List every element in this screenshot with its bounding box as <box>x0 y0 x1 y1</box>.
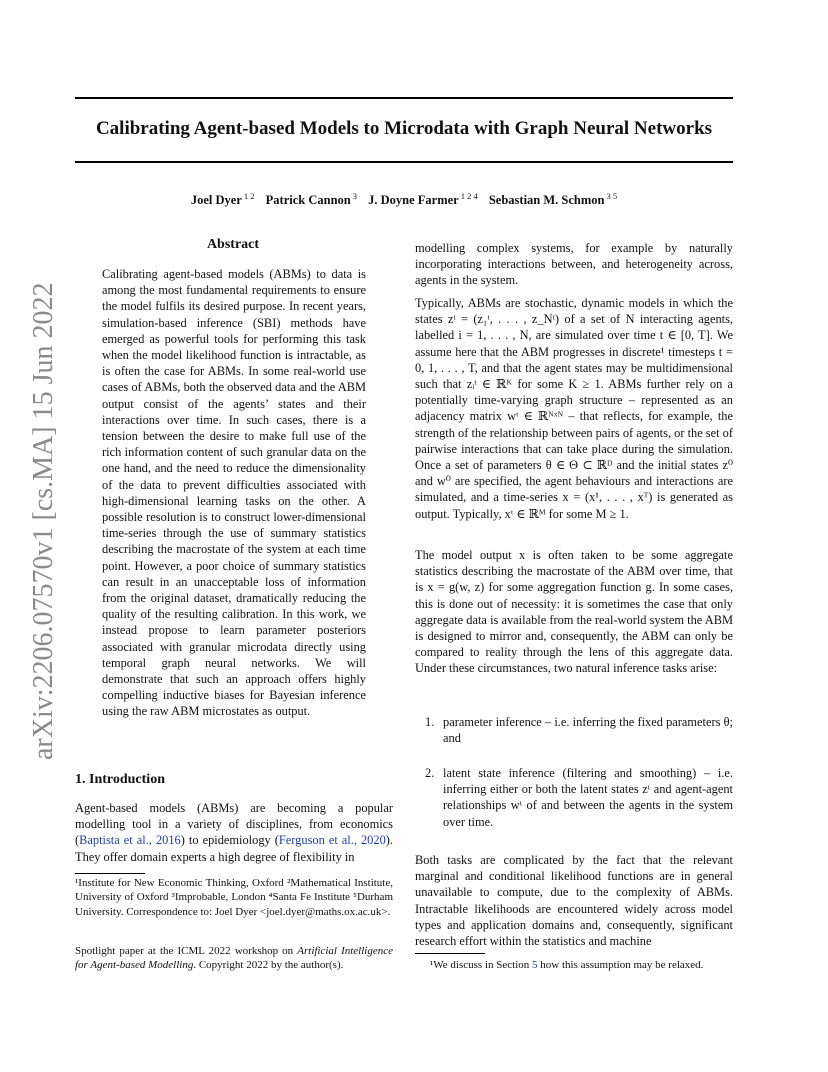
title-top-rule <box>75 97 733 99</box>
arxiv-stamp: arXiv:2206.07570v1 [cs.MA] 15 Jun 2022 <box>28 282 59 760</box>
paper-title: Calibrating Agent-based Models to Microdata with Graph Neural Networks <box>95 118 713 139</box>
section-ref-link[interactable]: 5 <box>532 959 538 971</box>
paragraph-both-tasks: Both tasks are complicated by the fact that the relevant marginal and conditional likelihood functions are in general unavailable to compute, due to the complexity of ABMs. Intractable likelihoods are encountered widely across model types and application domains and, consequently, significant research effort within the statistics and machine <box>415 853 733 949</box>
footnote-rule-left <box>75 873 145 874</box>
author-1: Joel Dyer $^{1 2}$ <box>190 191 255 208</box>
citation-link-ferguson[interactable]: Ferguson et al., 2020 <box>278 833 386 848</box>
paragraph-model-output: The model output x is often taken to be some aggregate statistics describing the macrostate of the ABM over time, that is x = g(w, z) for some aggregation function g. In some cases, this is done out of necessity: it is sometimes the case that only aggregate data is available from the real-world system the ABM is designed to mirror and, consequently, the ABM can only be compared to reality through the lens of this aggregate data. Under these circumstances, two natural inference tasks arise: <box>415 548 733 676</box>
affiliation-footnote: ¹Institute for New Economic Thinking, Oxford ²Mathematical Institute, University of Oxford ³Improbable, London ⁴Santa Fe Institute ⁵Durham University. Correspondence to: Joel Dyer <joel.dyer@maths.ox.ac.uk>. <box>75 877 393 918</box>
author-4: Sebastian M. Schmon $^{3 5}$ <box>488 191 618 208</box>
abstract-text: Calibrating agent-based models (ABMs) to data is among the most fundamental requirements to ensure the model fulfils its desired purpose. In recent years, simulation-based inference (SBI) methods have emerged as powerful tools for performing this task when the model likelihood function is intractable, as is often the case for ABMs. In some real-world use cases of ABMs, both the observed data and the ABM output consist of the agents’ states and their interactions over time. In such cases, there is a tension between the desire to make full use of the rich information content of such granular data on the one hand, and the need to reduce the dimensionality of the data to prevent difficulties associated with high-dimensional learning tasks on the other. A possible resolution is to construct lower-dimensional time-series through the use of summary statistics describing the macrostate of the system at each time point. However, a poor choice of summary statistics can result in an unacceptable loss of information from the original dataset, dramatically reducing the quality of the resulting calibration. In this work, we instead propose to learn parameter posteriors associated with granular microdata directly using temporal graph neural networks. We will demonstrate that such an approach offers highly compelling inductive biases for Bayesian inference using the raw ABM microstates as output. <box>102 267 366 719</box>
list-number: 1. <box>425 715 435 729</box>
list-text: parameter inference – i.e. inferring the fixed parameters θ; and <box>443 715 733 746</box>
list-item <box>425 714 733 746</box>
author-3: J. Doyne Farmer $^{1 2 4}$ <box>368 191 478 208</box>
intro-paragraph: Agent-based models (ABMs) are becoming a popular modelling tool in a variety of disciplines, from economics (Baptista et al., 2016) to epidemiology (Ferguson et al., 2020). They offer domain experts a high degree of flexibility in <box>75 801 393 864</box>
footnote-rule-right <box>415 953 485 954</box>
author-2: Patrick Cannon $^3$ <box>265 191 357 208</box>
spotlight-note: Spotlight paper at the ICML 2022 workshop on Artificial Intelligence for Agent-based Modelling. Copyright 2022 by the author(s). <box>75 945 393 972</box>
author-list <box>75 191 733 208</box>
abstract-heading: Abstract <box>206 237 260 252</box>
list-text: latent state inference (filtering and smoothing) – i.e. inferring either or both the latent states zᵗ and agent-agent relationships wᵗ of and between the agents in the system over time. <box>443 766 733 829</box>
section-heading-introduction: 1. Introduction <box>75 772 165 787</box>
footnote-1: ¹We discuss in Section 5 how this assumption may be relaxed. <box>430 959 704 971</box>
list-item <box>425 765 733 830</box>
paragraph-modelling: modelling complex systems, for example by naturally incorporating interactions between, and heterogeneity across, agents in the system. <box>415 241 733 288</box>
list-number: 2. <box>425 766 435 780</box>
citation-link-baptista[interactable]: Baptista et al., 2016 <box>79 833 181 848</box>
title-bottom-rule <box>75 161 733 163</box>
paragraph-typically: Typically, ABMs are stochastic, dynamic models in which the states zᵗ = (z₁ᵗ, . . . , z_Nᵗ) of a set of N interacting agents, labelled i = 1, . . . , N, are simulated over time t ∈ [0, T]. We assume here that the ABM progresses in discrete¹ timesteps t = 0, 1, . . . , T, and that the agent states may be multidimensional such that zᵢᵗ ∈ ℝᴷ for some K ≥ 1. ABMs further rely on a potentially time-varying graph structure – represented as an adjacency matrix wᵗ ∈ ℝᴺˣᴺ – that reflects, for example, the strength of the relationship between pairs of agents, or the set of pairwise interactions that can take place during the simulation. Once a set of parameters θ ∈ Θ ⊂ ℝᴰ and the initial states z⁰ and w⁰ are specified, the agent behaviours and interactions are simulated, and a time-series x = (x¹, . . . , xᵀ) is generated as output. Typically, xᵗ ∈ ℝᴹ for some M ≥ 1. <box>415 296 733 521</box>
